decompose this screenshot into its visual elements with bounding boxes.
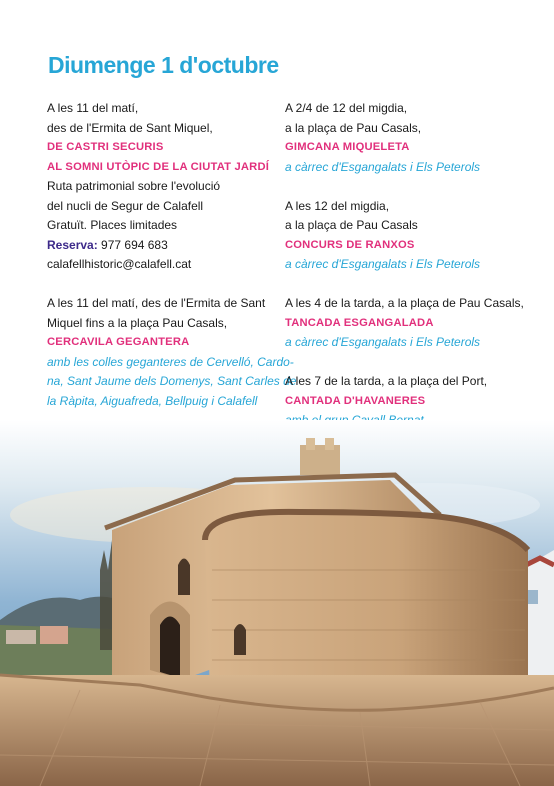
right-column [285,99,535,450]
event-name: DE CASTRI SECURIS [47,141,164,153]
event-detail: na, Sant Jaume dels Domenys, Sant Carles de [47,374,297,388]
event-name-continued: AL SOMNI UTÒPIC DE LA CIUTAT JARDÍ [47,160,270,173]
event-time-location: A les 7 de la tarda, a la plaça del Port, [285,374,488,388]
event-description: Ruta patrimonial sobre l'evolució [47,179,221,193]
event-ruta-patrimonial [47,99,277,275]
event-time: A 2/4 de 12 del migdia, [285,101,408,115]
page-title: Diumenge 1 d'octubre [48,52,279,78]
reservation-email[interactable]: calafellhistoric@calafell.cat [47,257,192,271]
hermitage-photo [0,420,554,786]
event-detail: amb les colles geganteres de Cervelló, Cardo- [47,354,294,369]
event-time-location: A les 4 de la tarda, a la plaça de Pau Casals, [285,296,524,310]
left-column [47,99,297,431]
event-name: CONCURS DE RANXOS [285,238,415,251]
event-name: TANCADA ESGANGALADA [285,316,434,329]
reservation-label: Reserva: [47,237,98,252]
event-time-location: A les 11 del matí, des de l'Ermita de Sant [47,296,266,310]
reservation-phone[interactable]: 977 694 683 [97,237,168,252]
event-description: del nucli de Segur de Calafell [47,198,204,213]
event-detail: a càrrec d'Esgangalats i Els Peterols [285,335,481,349]
event-location: a la plaça de Pau Casals, [285,120,422,135]
event-time: A les 12 del migdia, [285,198,390,213]
event-name: CANTADA D'HAVANERES [285,394,426,407]
event-route: Miquel fins a la plaça Pau Casals, [47,315,228,330]
event-detail: a càrrec d'Esgangalats i Els Peterols [285,159,481,174]
event-location: a la plaça de Pau Casals [285,218,418,232]
event-note: Gratuït. Places limitades [47,218,178,232]
event-time: A les 11 del matí, [47,101,139,115]
event-detail: a càrrec d'Esgangalats i Els Peterols [285,257,481,271]
event-location: des de l'Ermita de Sant Miquel, [47,120,213,135]
reservation-line [47,236,277,256]
event-cercavila [47,294,297,411]
event-gimcana [285,99,535,177]
event-detail: la Ràpita, Aiguafreda, Bellpuig i Calafell [47,393,258,408]
event-tancada [285,294,535,353]
event-concurs-ranxos [285,197,535,275]
event-name: GIMCANA MIQUELETA [285,141,410,153]
event-name: CERCAVILA GEGANTERA [47,336,190,348]
